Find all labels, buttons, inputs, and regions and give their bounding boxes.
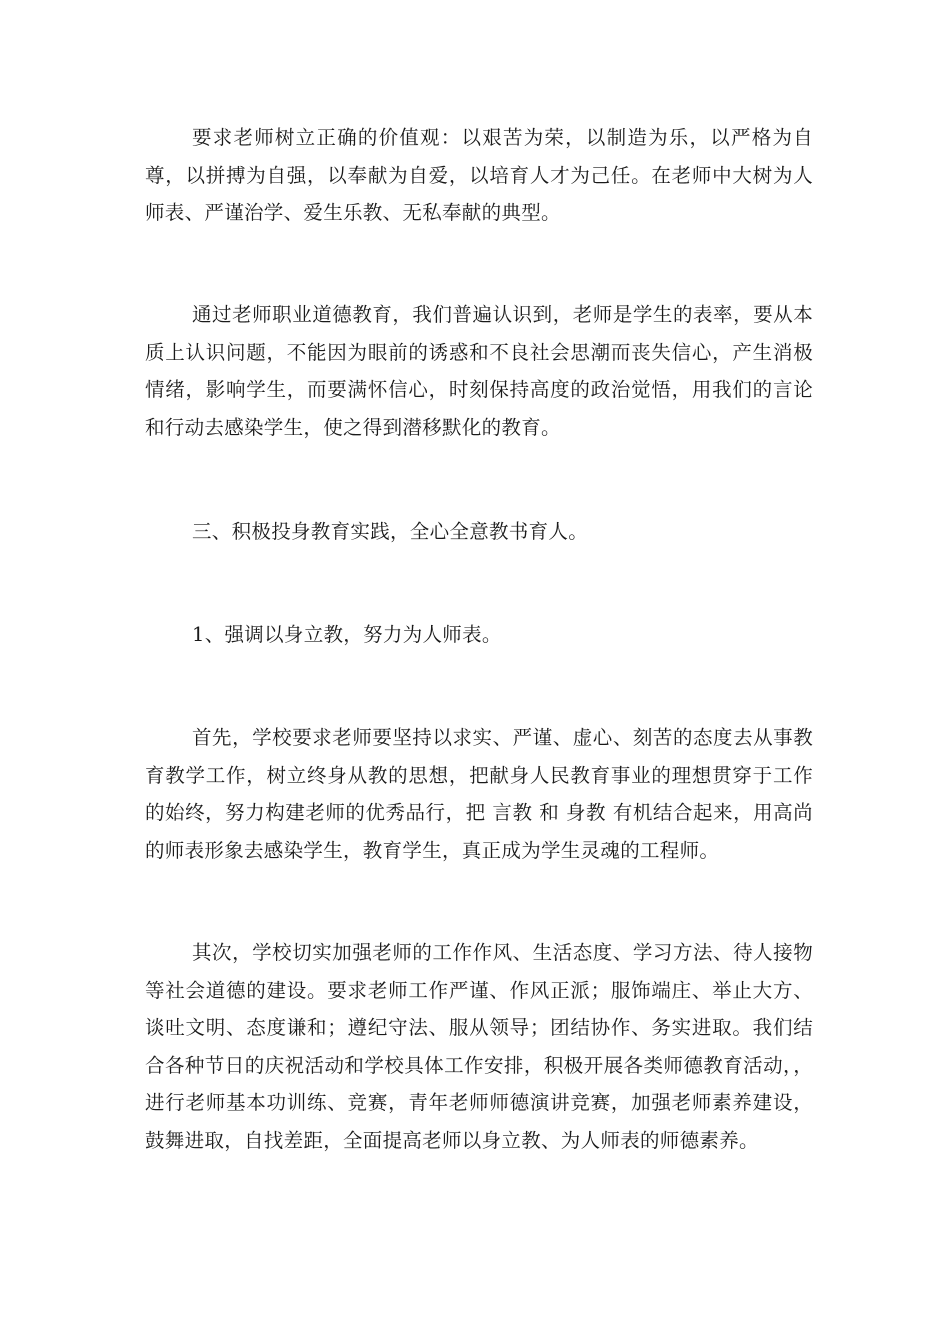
paragraph-ethics-education: 通过老师职业道德教育，我们普遍认识到，老师是学生的表率，要从本质上认识问题，不能因为眼前的诱惑和不良社会思潮而丧失信心，产生消极情绪，影响学生，而要满怀信心，时刻保持高度的政治觉悟，用我们的言论和行动去感染学生，使之得到潜移默化的教育。	[145, 303, 813, 439]
paragraph-values: 要求老师树立正确的价值观：以艰苦为荣，以制造为乐，以严格为自尊，以拼搏为自强，以奉献为自爱，以培育人才为己任。在老师中大树为人师表、严谨治学、爱生乐教、无私奉献的典型。	[145, 126, 813, 224]
paragraph-first: 首先，学校要求老师要坚持以求实、严谨、虚心、刻苦的态度去从事教育教学工作，树立终身从教的思想，把献身人民教育事业的理想贯穿于工作的始终，努力构建老师的优秀品行，把 言教 和 身教 有机结合起来，用高尚的师表形象去感染学生，教育学生，真正成为学生灵魂的工程师。	[145, 726, 813, 862]
subheading-one: 1、强调以身立教，努力为人师表。	[192, 623, 502, 646]
paragraph-second: 其次，学校切实加强老师的工作作风、生活态度、学习方法、待人接物等社会道德的建设。要求老师工作严谨、作风正派；服饰端庄、举止大方、谈吐文明、态度谦和；遵纪守法、服从领导；团结协作、务实进取。我们结合各种节日的庆祝活动和学校具体工作安排，积极开展各类师德教育活动，，进行老师基本功训练、竞赛，青年老师师德演讲竞赛，加强老师素养建设，鼓舞进取，自找差距，全面提高老师以身立教、为人师表的师德素养。	[145, 941, 813, 1152]
section-heading-three: 三、积极投身教育实践，全心全意教书育人。	[192, 520, 589, 543]
